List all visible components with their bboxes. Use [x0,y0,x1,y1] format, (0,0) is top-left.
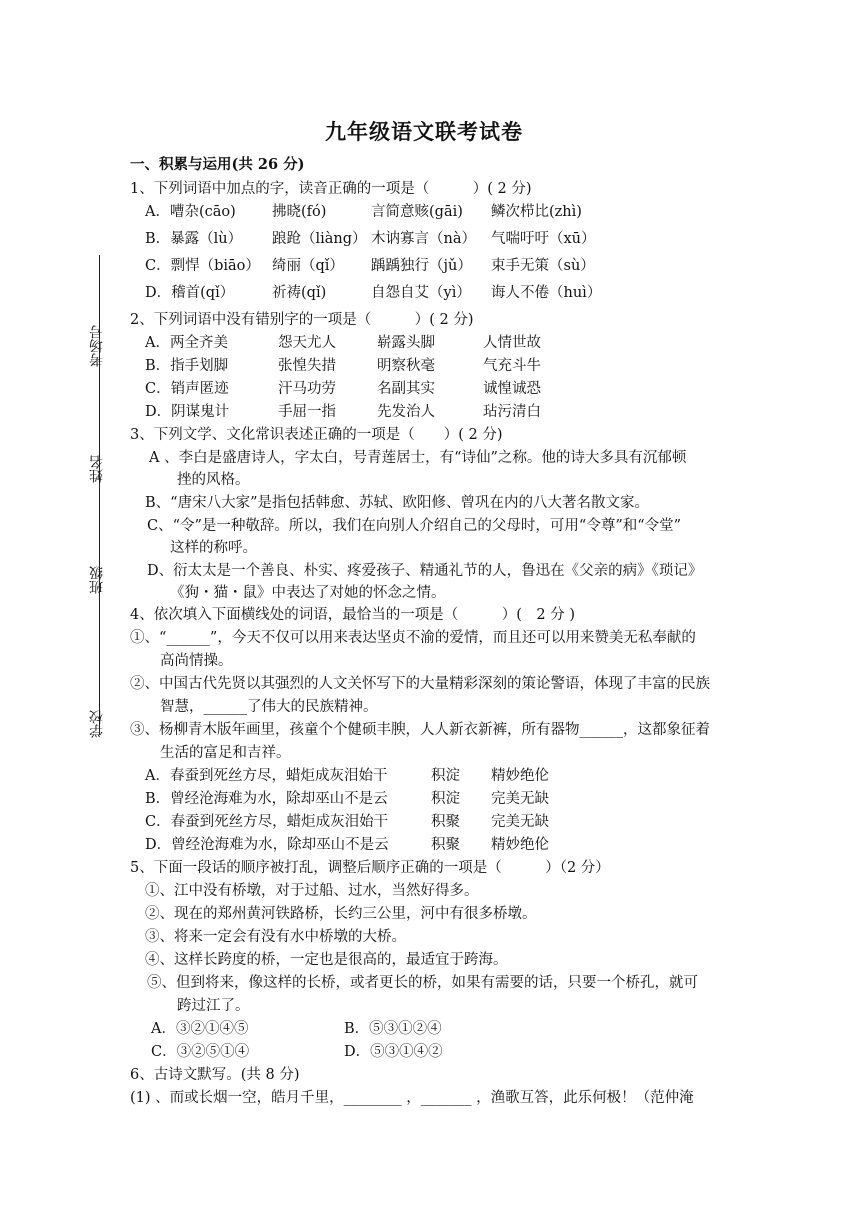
q5-option-a: A．③②①④⑤ [151,1021,249,1037]
q5-sentence-5: ⑤、但到将来，像这样的长桥，或者更长的桥，如果有需要的话，只要一个桥孔，就可 [147,975,698,991]
q3-stem: 3、下列文学、文化常识表述正确的一项是（ ）( 2 分) [130,427,503,443]
q5-sentence-2: ②、现在的郑州黄河铁路桥，长约三公里，河中有很多桥墩。 [145,906,537,922]
q5-option-b: B．⑤③①②④ [344,1021,442,1037]
q5-sentence-1: ①、江中没有桥墩，对于过船、过水，当然好得多。 [145,883,479,899]
q2-a-2: 怨天尤人 [278,335,336,351]
q3-option-a: A 、李白是盛唐诗人，字太白，号青莲居士，有“诗仙”之称。他的诗大多具有沉郁顿 [149,450,687,466]
q2-c-2: 汗马功劳 [278,381,336,397]
q4-sentence-3: ③、杨柳青木版年画里，孩童个个健硕丰腴，人人新衣新裤，所有器物______，这都象征着 [130,722,710,738]
q1-stem: 1、下列词语中加点的字，读音正确的一项是（ ）( 2 分) [130,181,532,197]
q4-b-3: 完美无缺 [491,791,549,807]
q2-c-4: 诚惶诚恐 [483,381,541,397]
q4-d-1: D．曾经沧海难为水，除却巫山不是云 [145,837,389,853]
q1-a-1: A．嘈杂(cāo) [145,204,236,220]
q5-sentence-5-cont: 跨过江了。 [177,998,250,1014]
q5-stem: 5、下面一段话的顺序被打乱，调整后顺序正确的一项是（ ）（2 分） [130,860,610,876]
q1-c-2: 绮丽（qǐ） [272,258,344,274]
q1-d-3: 自怨自艾（yì） [371,285,471,301]
q2-d-1: D．阴谋鬼计 [145,404,230,420]
q1-c-1: C．剽悍（biāo） [145,258,260,274]
q3-option-d-cont: 《狗・猫・鼠》中表达了对她的怀念之情。 [170,585,446,601]
q3-option-c-cont: 这样的称呼。 [170,540,257,556]
q5-sentence-3: ③、将来一定会有没有水中桥墩的大桥。 [145,929,406,945]
q1-c-4: 束手无策（sù） [491,258,595,274]
q4-sentence-1: ①、“______”，今天不仅可以用来表达坚贞不渝的爱情，而且还可以用来赞美无私奉献的 [130,630,696,646]
q4-sentence-1-cont: 高尚情操。 [160,653,233,669]
q1-b-3: 木讷寡言（nà） [371,231,476,247]
q4-sentence-3-cont: 生活的富足和吉祥。 [160,745,291,761]
q4-stem: 4、依次填入下面横线处的词语，最恰当的一项是（ ）( 2 分 ) [130,607,575,623]
q2-d-4: 玷污清白 [483,404,541,420]
q3-option-a-cont: 挫的风格。 [177,472,250,488]
q2-b-4: 气充斗牛 [483,358,541,374]
q3-option-c: C、“令”是一种敬辞。所以，我们在向别人介绍自己的父母时，可用“令尊”和“令堂” [147,518,682,534]
exam-room-label: 考场号 [89,325,105,367]
q4-a-2: 积淀 [431,768,460,784]
q2-b-3: 明察秋毫 [377,358,435,374]
q2-b-2: 张惶失措 [278,358,336,374]
page-title: 九年级语文联考试卷 [325,119,523,144]
q4-a-1: A．春蚕到死丝方尽，蜡炬成灰泪始干 [145,768,388,784]
q1-c-3: 踽踽独行（jǔ） [371,258,472,274]
q4-b-2: 积淀 [431,791,460,807]
q4-c-3: 完美无缺 [491,814,549,830]
q3-option-b: B、“唐宋八大家”是指包括韩愈、苏轼、欧阳修、曾巩在内的八大著名散文家。 [145,495,649,511]
q1-b-4: 气喘吁吁（xū） [491,231,596,247]
q2-a-4: 人情世故 [483,335,541,351]
q4-b-1: B．曾经沧海难为水，除却巫山不是云 [145,791,388,807]
q2-c-3: 名副其实 [377,381,435,397]
q5-sentence-4: ④、这样长跨度的桥，一定也是很高的，最适宜于跨海。 [145,952,508,968]
q6-line-1: (1) 、而或长烟一空，皓月千里，________ ，_______ ，渔歌互答，此乐何极！（范仲淹 [130,1090,694,1106]
q2-b-1: B．指手划脚 [145,358,229,374]
q3-option-d: D、衍太太是一个善良、朴实、疼爱孩子、精通礼节的人，鲁迅在《父亲的病》《琐记》 [147,563,703,579]
q2-d-3: 先发治人 [377,404,435,420]
q1-a-3: 言简意赅(gāi) [371,204,463,220]
q4-sentence-2-cont: 智慧，______了伟大的民族精神。 [160,699,378,715]
q1-d-1: D．稽首(qǐ） [145,285,235,301]
q4-c-2: 积聚 [431,814,460,830]
q2-a-3: 崭露头脚 [377,335,435,351]
class-label: 班级 [89,566,105,594]
q2-stem: 2、下列词语中没有错别字的一项是（ ）( 2 分) [130,312,474,328]
section-heading: 一、积累与运用(共 26 分) [130,156,305,173]
school-label: 学校 [89,710,105,738]
q5-option-d: D．⑤③①④② [344,1044,443,1060]
q2-a-1: A．两全齐美 [145,335,228,351]
q5-option-c: C．③②⑤①④ [151,1044,250,1060]
q4-a-3: 精妙绝伦 [491,768,549,784]
name-label: 姓名 [89,455,105,483]
q2-c-1: C．销声匿迹 [145,381,229,397]
q4-sentence-2: ②、中国古代先贤以其强烈的人文关怀写下的大量精彩深刻的策论警语，体现了丰富的民族 [130,676,710,692]
q2-d-2: 手屈一指 [278,404,336,420]
q4-c-1: C．春蚕到死丝方尽，蜡炬成灰泪始干 [145,814,389,830]
q1-a-2: 拂晓(fó) [272,204,327,220]
q1-b-2: 踉跄（liàng） [272,231,367,247]
q1-b-1: B．暴露（lù） [145,231,243,247]
q6-stem: 6、古诗文默写。(共 8 分) [130,1067,300,1083]
q1-a-4: 鳞次栉比(zhì) [491,204,582,220]
q1-d-2: 祈祷(qǐ) [272,285,327,301]
q4-d-3: 精妙绝伦 [491,837,549,853]
q1-d-4: 诲人不倦（huì） [491,285,602,301]
q4-d-2: 积聚 [431,837,460,853]
